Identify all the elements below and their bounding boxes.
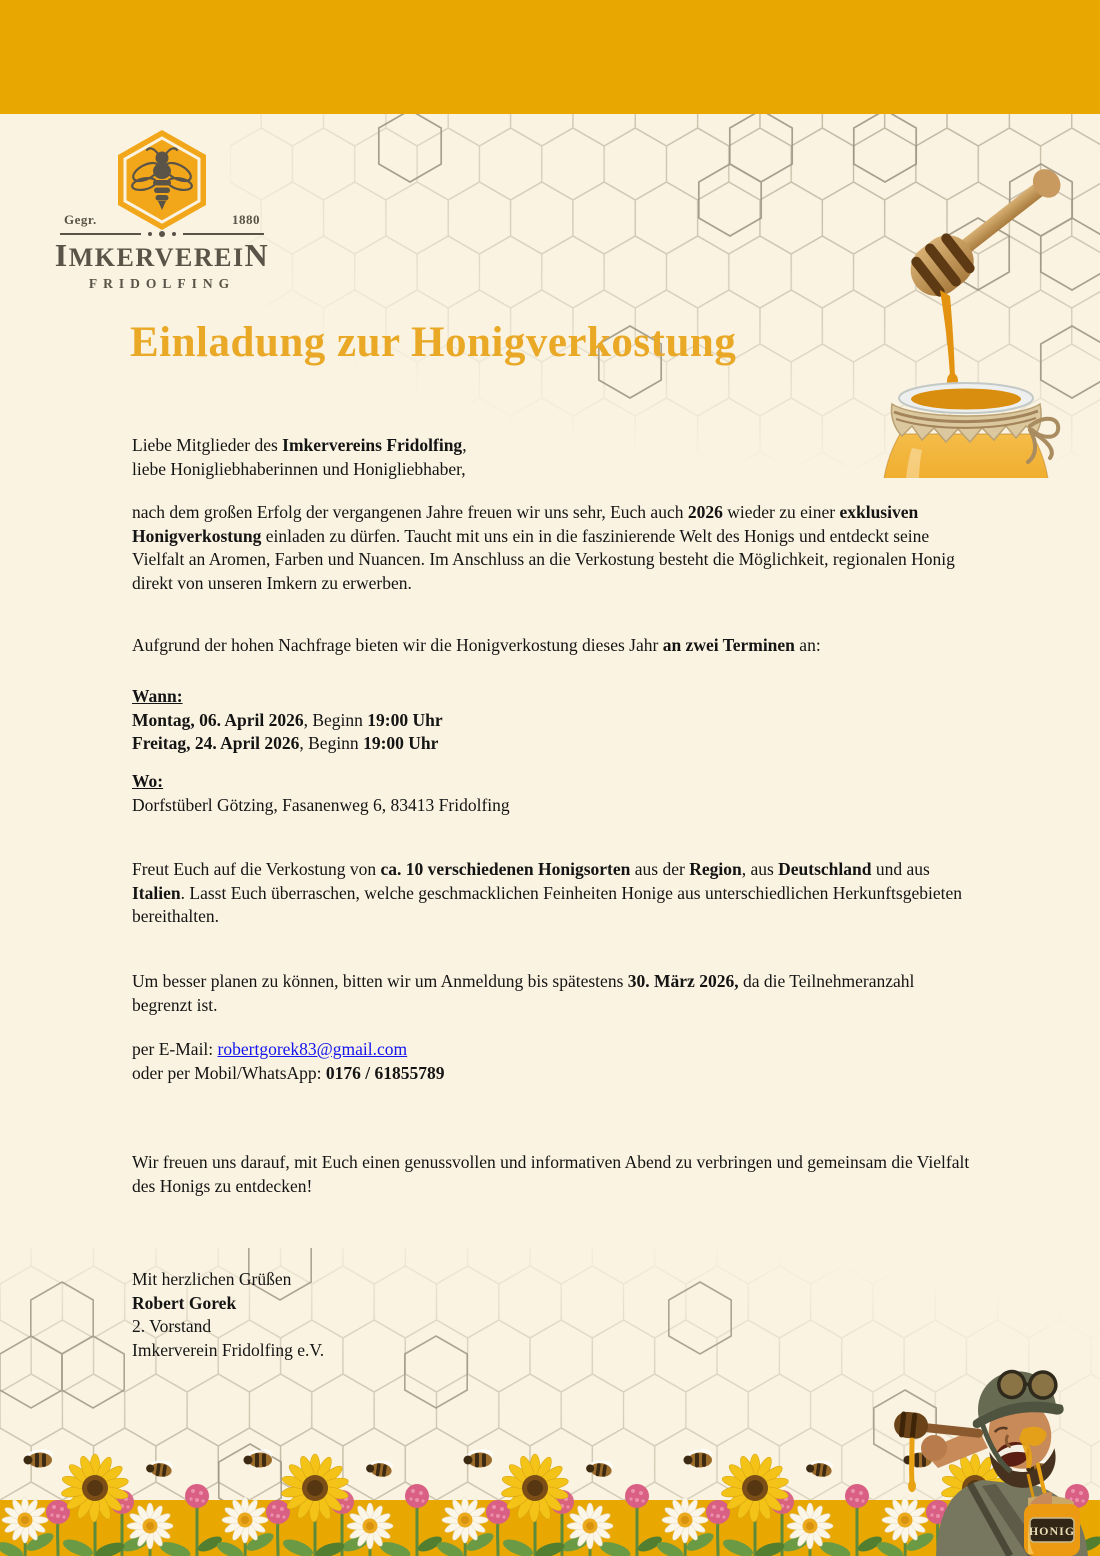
honey-jar-illustration	[860, 148, 1074, 478]
signature-block: Mit herzlichen Grüßen Robert Gorek 2. Vorstand Imkerverein Fridolfing e.V.	[132, 1269, 325, 1360]
logo-founded-year: 1880	[232, 212, 260, 227]
signature-name: Robert Gorek	[132, 1292, 237, 1313]
section-contact: per E-Mail: robertgorek83@gmail.com oder per Mobil/WhatsApp: 0176 / 61855789	[132, 1039, 445, 1083]
beekeeper-illustration	[878, 1356, 1100, 1556]
logo-subtitle: FRIDOLFING	[88, 275, 236, 291]
section-when: Wann: Montag, 06. April 2026, Beginn 19:00 Uhr Freitag, 24. April 2026, Beginn 19:00 Uhr	[132, 686, 443, 753]
phone-number: 0176 / 61855789	[325, 1062, 445, 1083]
honey-dipper-icon	[900, 155, 1073, 306]
paragraph-registration: Um besser planen zu können, bitten wir um Anmeldung bis spätestens 30. März 2026, da die Teilnehmeranzahl begrenzt ist.	[132, 971, 915, 1015]
top-banner	[0, 0, 1100, 114]
paragraph-demand: Aufgrund der hohen Nachfrage bieten wir die Honigverkostung dieses Jahr an zwei Terminen an:	[132, 635, 821, 655]
email-link[interactable]: robertgorek83@gmail.com	[217, 1039, 408, 1059]
paragraph-salutation: Liebe Mitglieder des Imkervereins Fridolfing, liebe Honigliebhaberinnen und Honigliebhaber,	[132, 435, 467, 479]
paragraph-varieties: Freut Euch auf die Verkostung von ca. 10 verschiedenen Honigsorten aus der Region, aus Deutschland und aus Italien. Lasst Euch überraschen, welche geschmacklichen Feinheiten Honige aus unterschiedlichen Herkunftsgebieten bereithalten.	[132, 859, 963, 926]
venue-address: Dorfstüberl Götzing, Fasanenweg 6, 83413 Fridolfing	[132, 794, 510, 815]
paragraph-intro: nach dem großen Erfolg der vergangenen Jahre freuen wir uns sehr, Euch auch 2026 wieder zu einer exklusiven Honigverkostung einladen zu dürfen. Taucht mit uns ein in die faszinierende Welt des Honigs und entdeckt seine Vielfalt an Aromen, Farben und Nuancen. Im Anschluss an die Verkostung besteht die Möglichkeit, regionalen Honig direkt von unseren Imkern zu erwerben.	[132, 502, 955, 593]
paragraph-closing: Wir freuen uns darauf, mit Euch einen genussvollen und informativen Abend zu verbringen und gemeinsam die Vielfalt des Honigs zu entdecken!	[132, 1152, 970, 1196]
twine-bow	[1028, 419, 1058, 462]
logo-founded-label: Gegr.	[64, 212, 97, 227]
where-label: Wo:	[132, 771, 164, 791]
section-where	[132, 770, 974, 817]
honig-jar	[1024, 1492, 1080, 1556]
club-logo	[42, 128, 282, 292]
logo-name: IMKERVEREIN	[54, 237, 270, 273]
honig-label: HONIG	[1028, 1524, 1076, 1538]
when-label: Wann:	[132, 686, 183, 706]
page-title: Einladung zur Honigverkostung	[130, 319, 737, 366]
hexagon-bee-badge-icon	[42, 128, 282, 232]
